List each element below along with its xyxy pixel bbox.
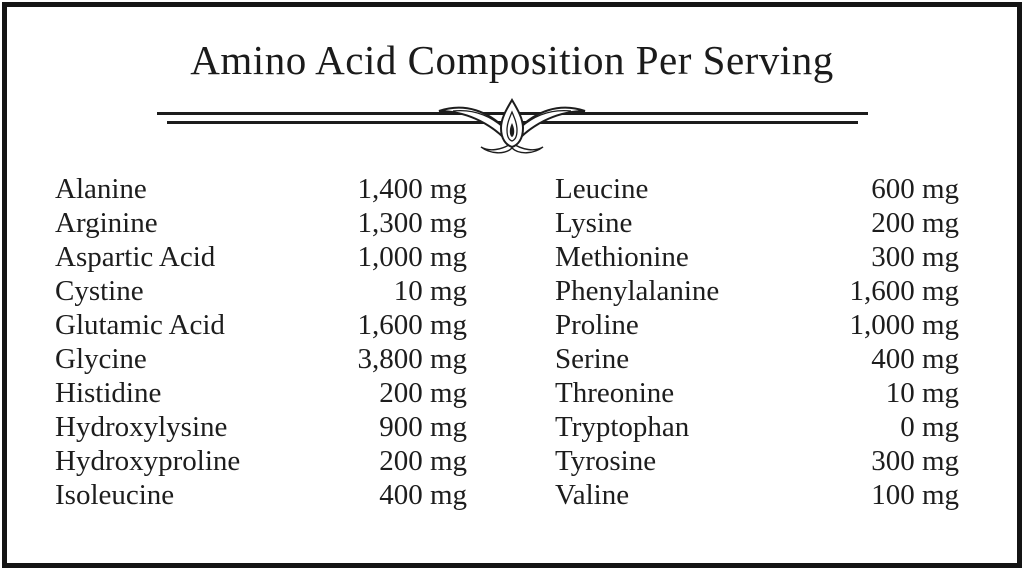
table-row	[55, 206, 467, 240]
table-column-right	[555, 172, 959, 512]
table-row	[55, 274, 467, 308]
amino-acid-name: Histidine	[55, 377, 162, 409]
table-row	[555, 444, 959, 478]
table-row	[555, 274, 959, 308]
table-row	[55, 342, 467, 376]
amino-acid-amount: 0 mg	[900, 411, 959, 443]
amino-acid-name: Hydroxyproline	[55, 445, 241, 477]
amino-acid-name: Threonine	[555, 377, 675, 409]
table-row	[555, 240, 959, 274]
amino-acid-amount: 3,800 mg	[357, 343, 467, 375]
amino-acid-name: Valine	[555, 479, 630, 511]
table-row	[555, 206, 959, 240]
amino-acid-amount: 1,600 mg	[849, 275, 959, 307]
amino-acid-amount: 1,000 mg	[357, 241, 467, 273]
amino-acid-amount: 200 mg	[871, 207, 959, 239]
amino-acid-name: Glycine	[55, 343, 147, 375]
amino-acid-name: Tryptophan	[555, 411, 690, 443]
amino-acid-name: Leucine	[555, 173, 649, 205]
amino-acid-name: Serine	[555, 343, 630, 375]
amino-acid-amount: 300 mg	[871, 241, 959, 273]
table-row	[55, 240, 467, 274]
amino-acid-table	[55, 172, 959, 512]
amino-acid-amount: 200 mg	[379, 377, 467, 409]
table-row	[55, 172, 467, 206]
amino-acid-name: Isoleucine	[55, 479, 175, 511]
amino-acid-amount: 1,300 mg	[357, 207, 467, 239]
amino-acid-name: Proline	[555, 309, 639, 341]
amino-acid-amount: 400 mg	[871, 343, 959, 375]
amino-acid-amount: 900 mg	[379, 411, 467, 443]
table-column-left	[55, 172, 467, 512]
table-row	[55, 308, 467, 342]
table-row	[555, 376, 959, 410]
amino-acid-amount: 200 mg	[379, 445, 467, 477]
amino-acid-amount: 100 mg	[871, 479, 959, 511]
amino-acid-amount: 1,600 mg	[357, 309, 467, 341]
table-row	[555, 342, 959, 376]
lotus-flourish-icon	[427, 97, 597, 155]
amino-acid-name: Tyrosine	[555, 445, 657, 477]
amino-acid-amount: 10 mg	[885, 377, 959, 409]
table-row	[555, 478, 959, 512]
table-row	[555, 308, 959, 342]
amino-acid-amount: 400 mg	[379, 479, 467, 511]
amino-acid-name: Hydroxylysine	[55, 411, 228, 443]
amino-acid-name: Arginine	[55, 207, 158, 239]
amino-acid-name: Aspartic Acid	[55, 241, 216, 273]
amino-acid-amount: 1,400 mg	[357, 173, 467, 205]
table-row	[55, 444, 467, 478]
amino-acid-amount: 600 mg	[871, 173, 959, 205]
amino-acid-amount: 300 mg	[871, 445, 959, 477]
table-row	[555, 410, 959, 444]
table-row	[55, 376, 467, 410]
amino-acid-name: Glutamic Acid	[55, 309, 225, 341]
table-row	[55, 478, 467, 512]
amino-acid-name: Phenylalanine	[555, 275, 720, 307]
amino-acid-amount: 10 mg	[393, 275, 467, 307]
amino-acid-name: Cystine	[55, 275, 144, 307]
table-row	[55, 410, 467, 444]
amino-acid-name: Lysine	[555, 207, 633, 239]
amino-acid-name: Methionine	[555, 241, 689, 273]
amino-acid-amount: 1,000 mg	[849, 309, 959, 341]
page-title: Amino Acid Composition Per Serving	[190, 37, 834, 83]
amino-acid-name: Alanine	[55, 173, 147, 205]
table-row	[555, 172, 959, 206]
